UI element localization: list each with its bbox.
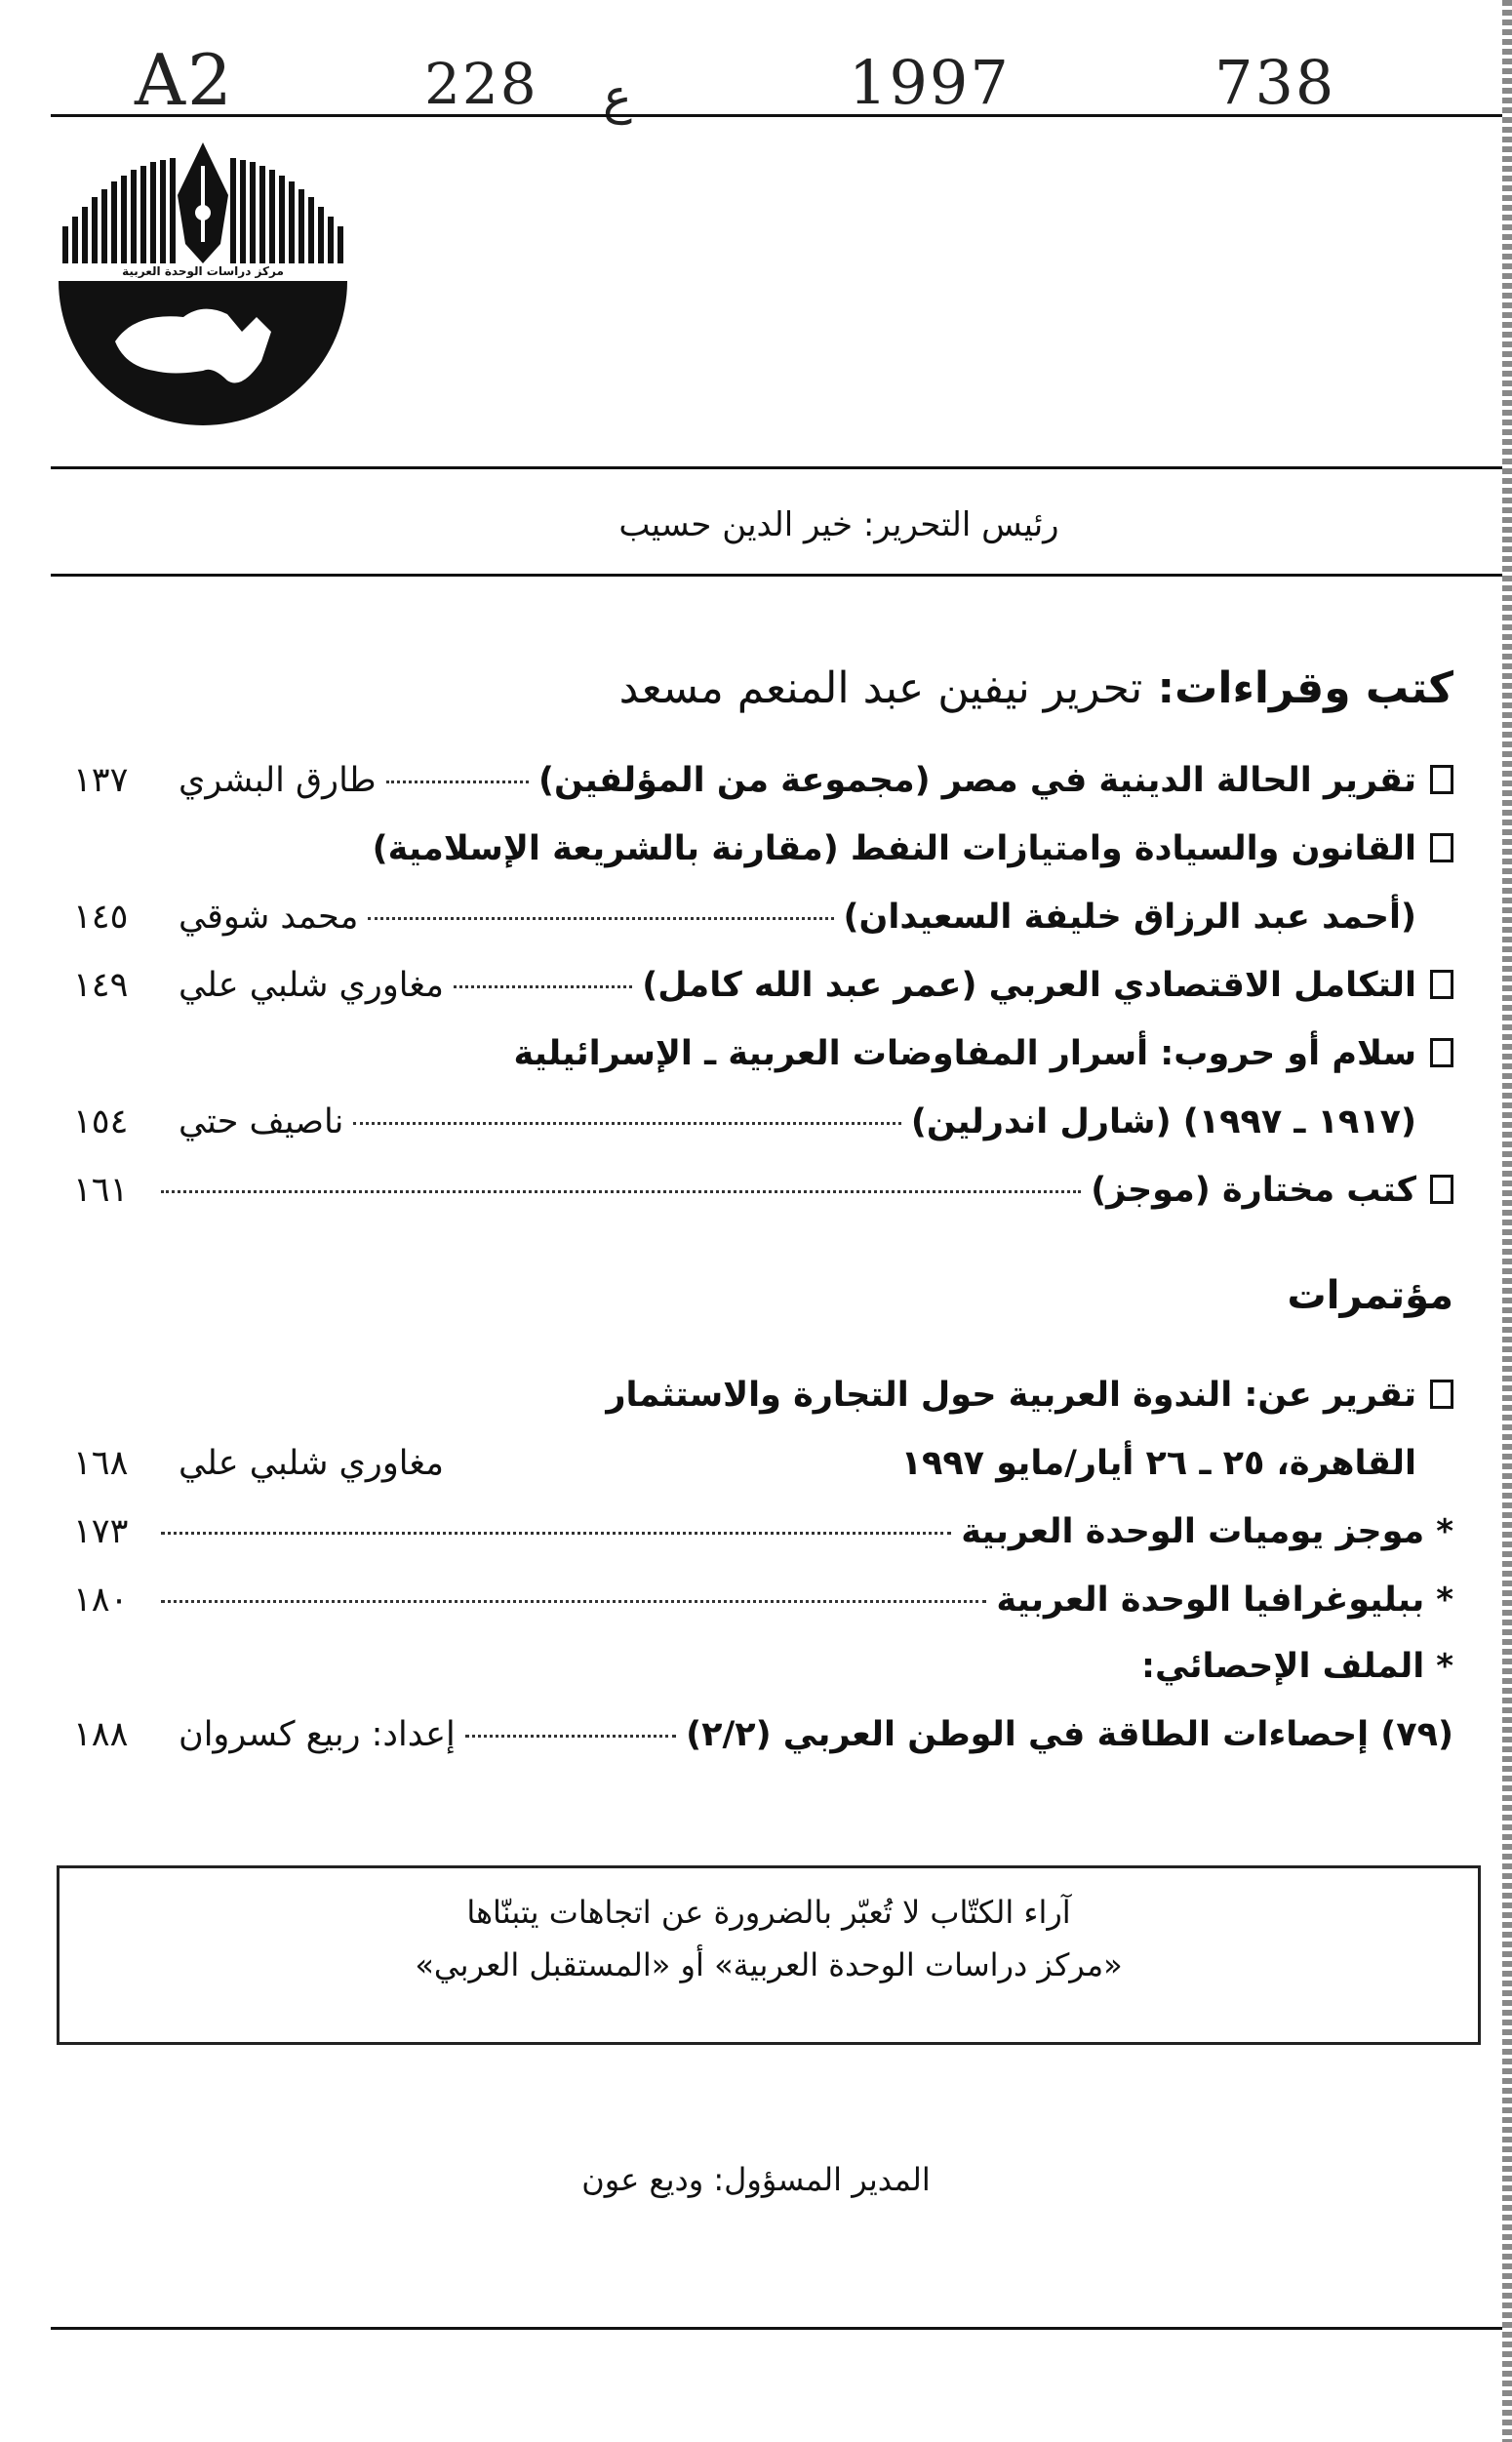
checkbox-icon	[1430, 1175, 1453, 1204]
header-rule	[51, 466, 1502, 469]
toc-page: ١٤٩	[73, 966, 129, 1005]
books-section-heading	[619, 663, 1453, 713]
center-logo	[57, 137, 349, 429]
toc-title: الملف الإحصائي:	[1140, 1647, 1425, 1686]
toc-author: طارق البشري	[179, 761, 377, 800]
toc-title: تقرير عن: الندوة العربية حول التجارة والاستثمار	[606, 1376, 1416, 1415]
toc-title: التكامل الاقتصادي العربي (عمر عبد الله كامل)	[642, 966, 1416, 1005]
toc-title: كتب مختارة (موجز)	[1091, 1171, 1416, 1210]
toc-title: ببليوغرافيا الوحدة العربية	[996, 1581, 1425, 1620]
toc-page: ١٤٥	[73, 898, 129, 937]
editor-rule	[51, 574, 1502, 577]
toc-page: ١٥٤	[73, 1102, 129, 1141]
toc-row	[73, 1171, 1453, 1225]
toc-row	[73, 1647, 1453, 1701]
leader-dots	[386, 781, 529, 783]
leader-dots	[353, 1122, 900, 1125]
toc-row	[73, 1512, 1453, 1567]
toc-page: ١٨٨	[73, 1715, 129, 1754]
logo-text: مركز دراسات الوحدة العربية	[122, 264, 284, 278]
leader-dots	[161, 1600, 986, 1603]
checkbox-icon	[1430, 833, 1453, 862]
toc-row	[73, 829, 1453, 884]
toc-row	[73, 1444, 1453, 1499]
leader-dots	[368, 917, 833, 920]
checkbox-icon	[1430, 1380, 1453, 1409]
toc-page: ١٦٨	[73, 1444, 129, 1483]
toc-title: (٧٩) إحصاءات الطاقة في الوطن العربي (٢/٢)	[686, 1715, 1453, 1754]
leader-dots	[161, 1532, 951, 1535]
toc-row	[73, 966, 1453, 1021]
handwritten-letter: ع	[603, 68, 632, 125]
toc-row	[73, 1715, 1453, 1770]
managing-director: المدير المسؤول: وديع عون	[581, 2161, 931, 2198]
toc-author: محمد شوقي	[179, 898, 359, 937]
books-heading: كتب وقراءات:	[1157, 663, 1453, 713]
books-editor: تحرير نيفين عبد المنعم مسعد	[618, 663, 1143, 713]
disclaimer-line-1: آراء الكتّاب لا تُعبّر بالضرورة عن اتجاهات يتبنّاها	[466, 1894, 1071, 1931]
toc-author: مغاوري شلبي علي	[179, 1444, 445, 1483]
leader-dots	[465, 1735, 676, 1738]
toc-title: موجز يوميات الوحدة العربية	[961, 1512, 1425, 1551]
asterisk-icon: *	[1436, 1647, 1453, 1686]
toc-row	[73, 898, 1453, 952]
handwritten-page: 738	[1214, 47, 1336, 118]
toc-title: (١٩١٧ ـ ١٩٩٧) (شارل اندرلين)	[910, 1102, 1416, 1141]
disclaimer-box	[57, 1865, 1481, 2045]
toc-title: تقرير الحالة الدينية في مصر (مجموعة من المؤلفين)	[537, 761, 1416, 800]
toc-title: سلام أو حروب: أسرار المفاوضات العربية ـ الإسرائيلية	[513, 1034, 1416, 1073]
leader-dots	[161, 1190, 1081, 1193]
leader-dots	[454, 985, 632, 988]
toc-row	[73, 1581, 1453, 1635]
toc-row	[73, 761, 1453, 816]
asterisk-icon: *	[1436, 1512, 1453, 1551]
top-rule	[51, 114, 1502, 117]
editor-in-chief: رئيس التحرير: خير الدين حسيب	[618, 505, 1059, 544]
checkbox-icon	[1430, 970, 1453, 999]
toc-title: القانون والسيادة وامتيازات النفط (مقارنة بالشريعة الإسلامية)	[372, 829, 1416, 868]
checkbox-icon	[1430, 765, 1453, 794]
toc-page: ١٧٣	[73, 1512, 129, 1551]
asterisk-icon: *	[1436, 1581, 1453, 1620]
checkbox-icon	[1430, 1038, 1453, 1067]
conferences-heading: مؤتمرات	[1287, 1273, 1453, 1318]
toc-row	[73, 1102, 1453, 1157]
toc-author: ناصيف حتي	[179, 1102, 344, 1141]
handwritten-code: A2	[135, 39, 234, 121]
handwritten-year: 1997	[849, 47, 1011, 118]
toc-page: ١٦١	[73, 1171, 129, 1210]
toc-page: ١٨٠	[73, 1581, 129, 1620]
toc-author: إعداد: ربيع كسروان	[179, 1715, 456, 1754]
disclaimer-line-2: «مركز دراسات الوحدة العربية» أو «المستقبل العربي»	[415, 1946, 1123, 1983]
toc-title: القاهرة، ٢٥ ـ ٢٦ أيار/مايو ١٩٩٧	[900, 1444, 1416, 1483]
handwritten-number: 228	[424, 51, 538, 117]
toc-author: مغاوري شلبي علي	[179, 966, 445, 1005]
toc-row	[73, 1034, 1453, 1089]
scan-edge	[1502, 0, 1512, 2442]
toc-row	[73, 1376, 1453, 1430]
toc-title: (أحمد عبد الرزاق خليفة السعيدان)	[843, 898, 1416, 937]
toc-page: ١٣٧	[73, 761, 129, 800]
footer-rule	[51, 2327, 1502, 2330]
